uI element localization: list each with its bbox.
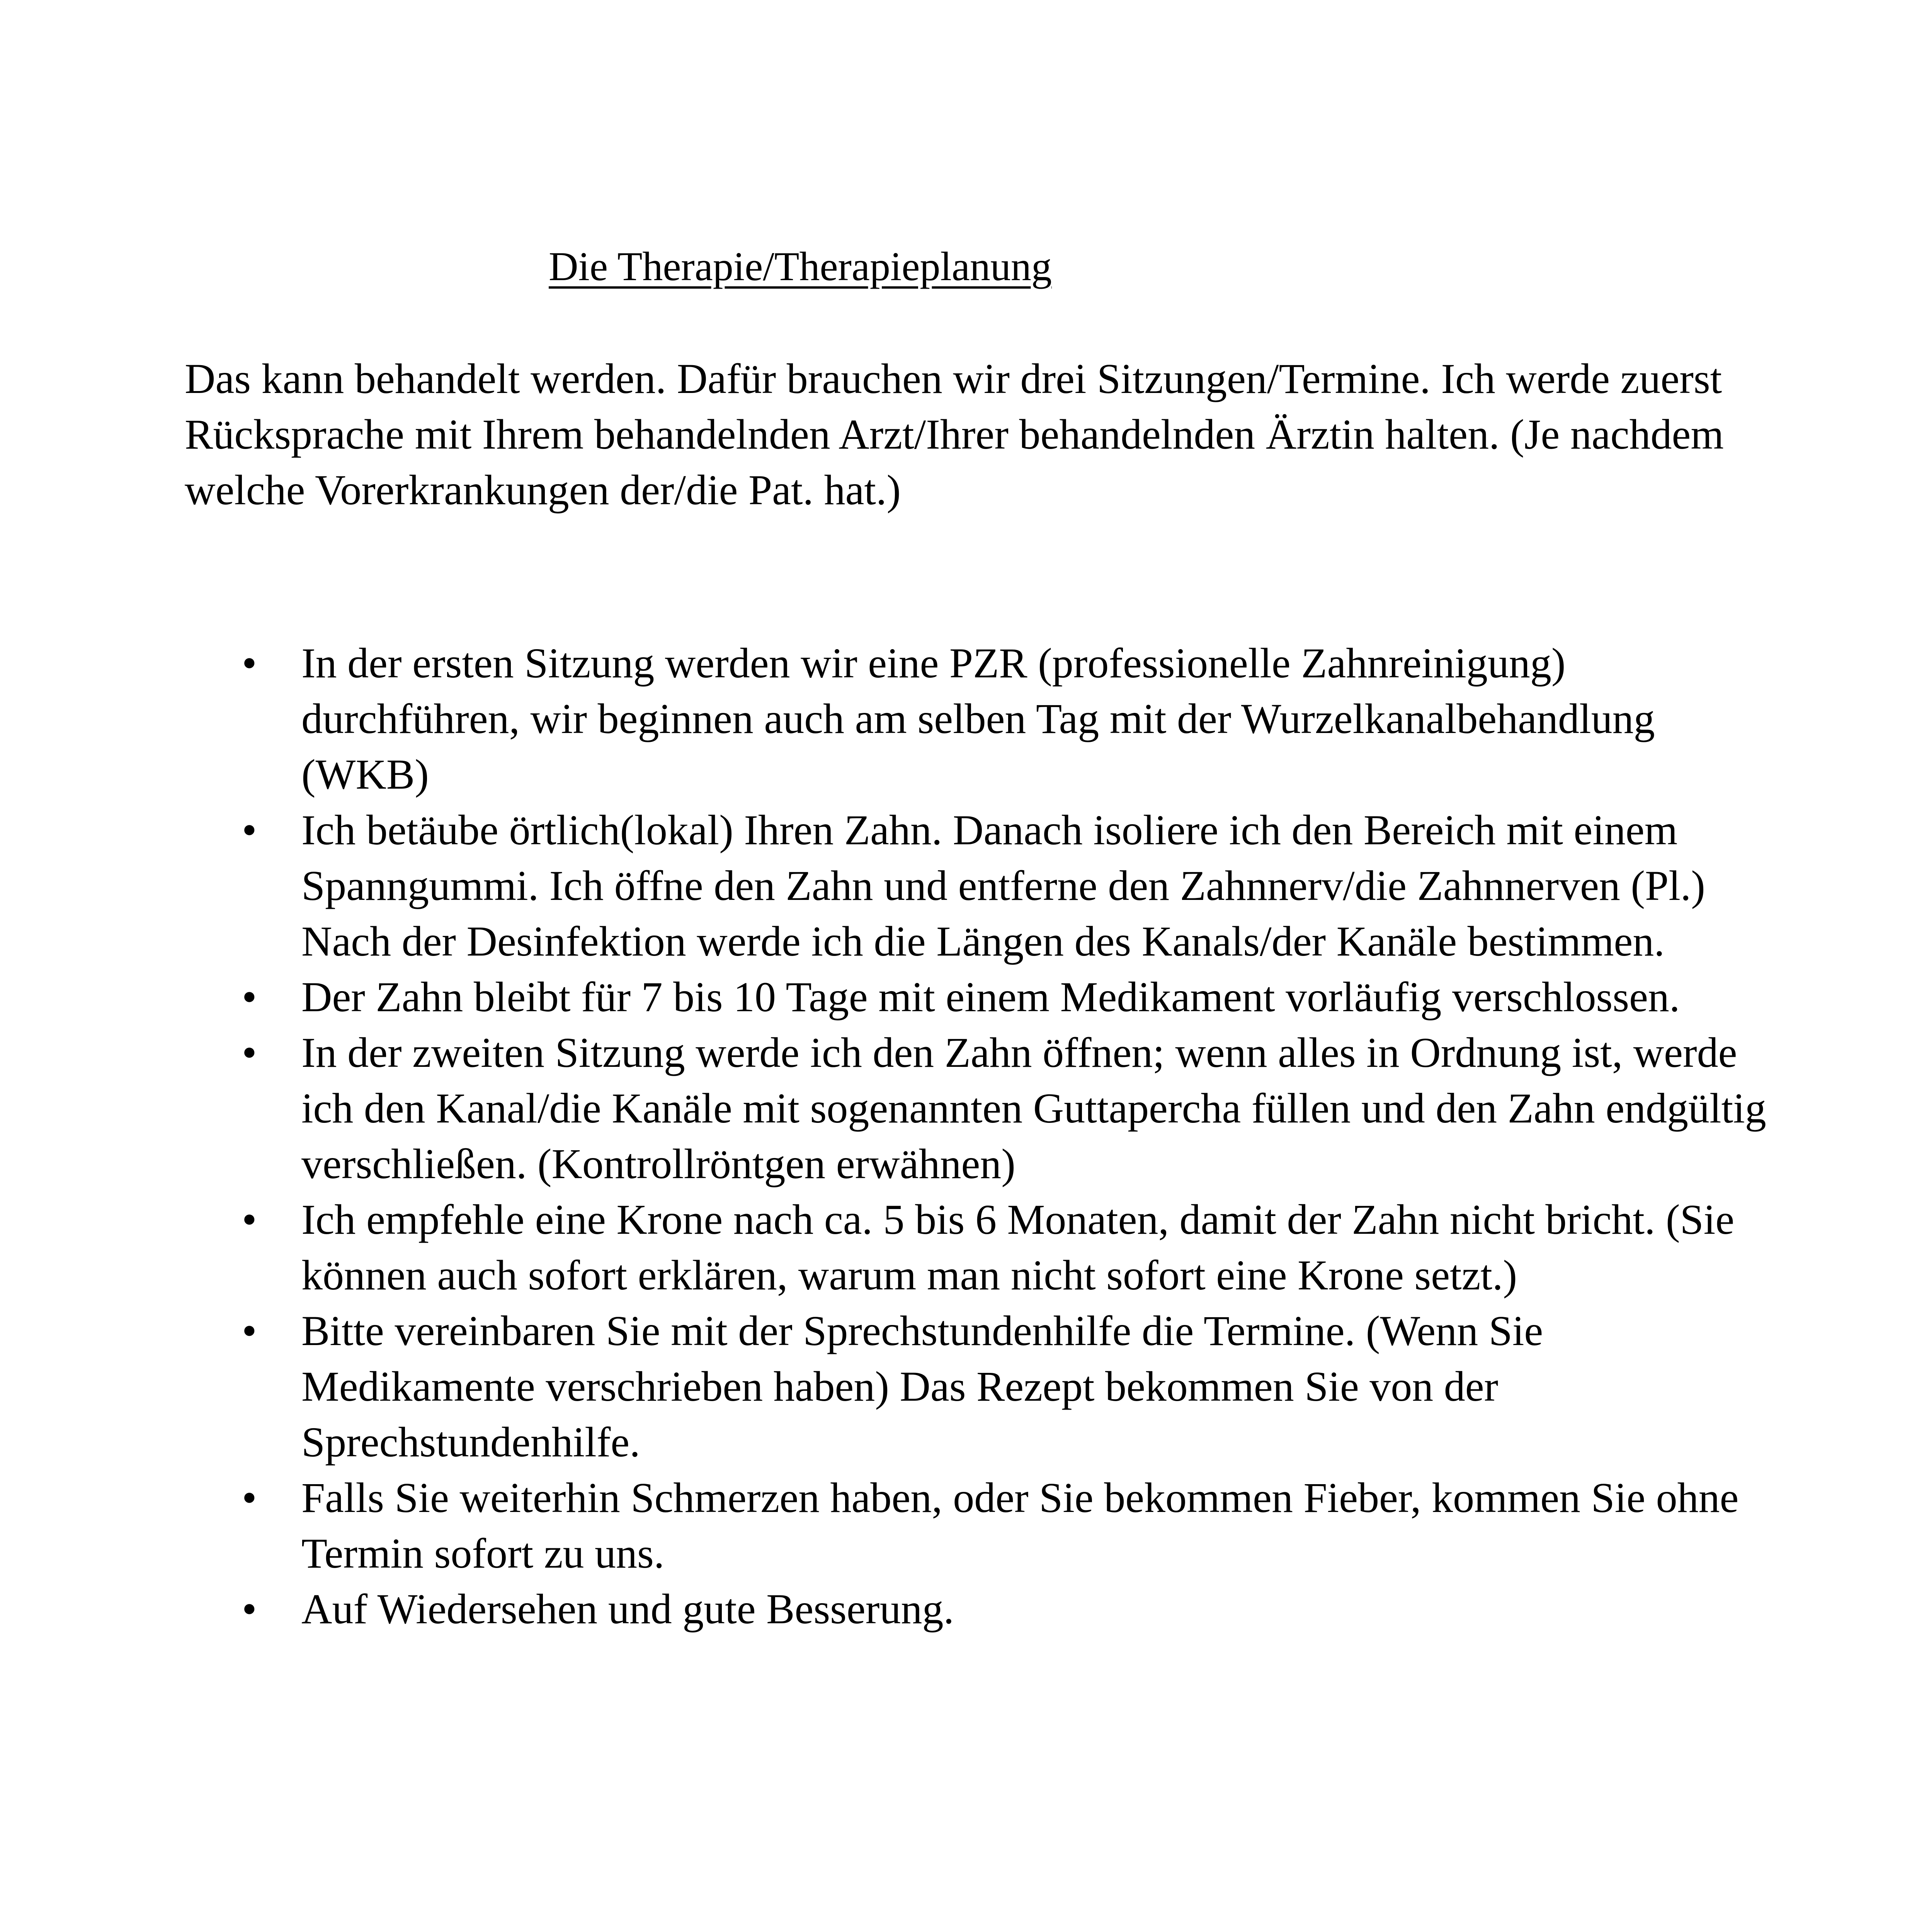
bullet-icon: • xyxy=(242,1029,257,1076)
list-item xyxy=(232,802,1770,969)
bullet-icon: • xyxy=(242,973,257,1020)
list-item xyxy=(232,1303,1770,1470)
bullet-icon: • xyxy=(242,1474,257,1521)
list-item-text: Ich empfehle eine Krone nach ca. 5 bis 6 Monaten, damit der Zahn nicht bricht. (Sie können auch sofort erklären, warum man nicht sofort eine Krone setzt.) xyxy=(301,1196,1735,1299)
list-item-text: Falls Sie weiterhin Schmerzen haben, oder Sie bekommen Fieber, kommen Sie ohne Termin sofort zu uns. xyxy=(301,1474,1739,1577)
intro-paragraph: Das kann behandelt werden. Dafür brauchen wir drei Sitzungen/Termine. Ich werde zuerst Rücksprache mit Ihrem behandelnden Arzt/Ihrer behandelnden Ärztin halten. (Je nachdem welche Vorerkrankungen der/die Pat. hat.) xyxy=(185,355,1724,514)
bullet-list xyxy=(232,635,1770,1637)
list-item xyxy=(232,1470,1770,1581)
list-item-text: Auf Wiedersehen und gute Besserung. xyxy=(301,1585,954,1633)
bullet-icon: • xyxy=(242,806,257,854)
page-title: Die Therapie/Therapieplanung xyxy=(549,244,1052,289)
list-item-text: Bitte vereinbaren Sie mit der Sprechstundenhilfe die Termine. (Wenn Sie Medikamente verschrieben haben) Das Rezept bekommen Sie von der Sprechstundenhilfe. xyxy=(301,1307,1543,1466)
bullet-icon: • xyxy=(242,639,257,687)
list-item xyxy=(232,635,1770,802)
list-item-text: In der zweiten Sitzung werde ich den Zahn öffnen; wenn alles in Ordnung ist, werde ich den Kanal/die Kanäle mit sogenannten Guttapercha füllen und den Zahn endgültig verschließen. (Kontrollröntgen erwähnen) xyxy=(301,1029,1766,1187)
list-item xyxy=(232,1581,1770,1637)
bullet-icon: • xyxy=(242,1196,257,1243)
list-item xyxy=(232,1025,1770,1192)
list-item xyxy=(232,1192,1770,1303)
list-item xyxy=(232,969,1770,1025)
list-item-text: In der ersten Sitzung werden wir eine PZR (professionelle Zahnreinigung) durchführen, wir beginnen auch am selben Tag mit der Wurzelkanalbehandlung (WKB) xyxy=(301,639,1655,798)
bullet-icon: • xyxy=(242,1307,257,1354)
bullet-icon: • xyxy=(242,1585,257,1633)
list-item-text: Der Zahn bleibt für 7 bis 10 Tage mit einem Medikament vorläufig verschlossen. xyxy=(301,973,1680,1020)
list-item-text: Ich betäube örtlich(lokal) Ihren Zahn. Danach isoliere ich den Bereich mit einem Spanngummi. Ich öffne den Zahn und entferne den Zahnnerv/die Zahnnerven (Pl.) Nach der Desinfektion werde ich die Längen des Kanals/der Kanäle bestimmen. xyxy=(301,806,1705,965)
